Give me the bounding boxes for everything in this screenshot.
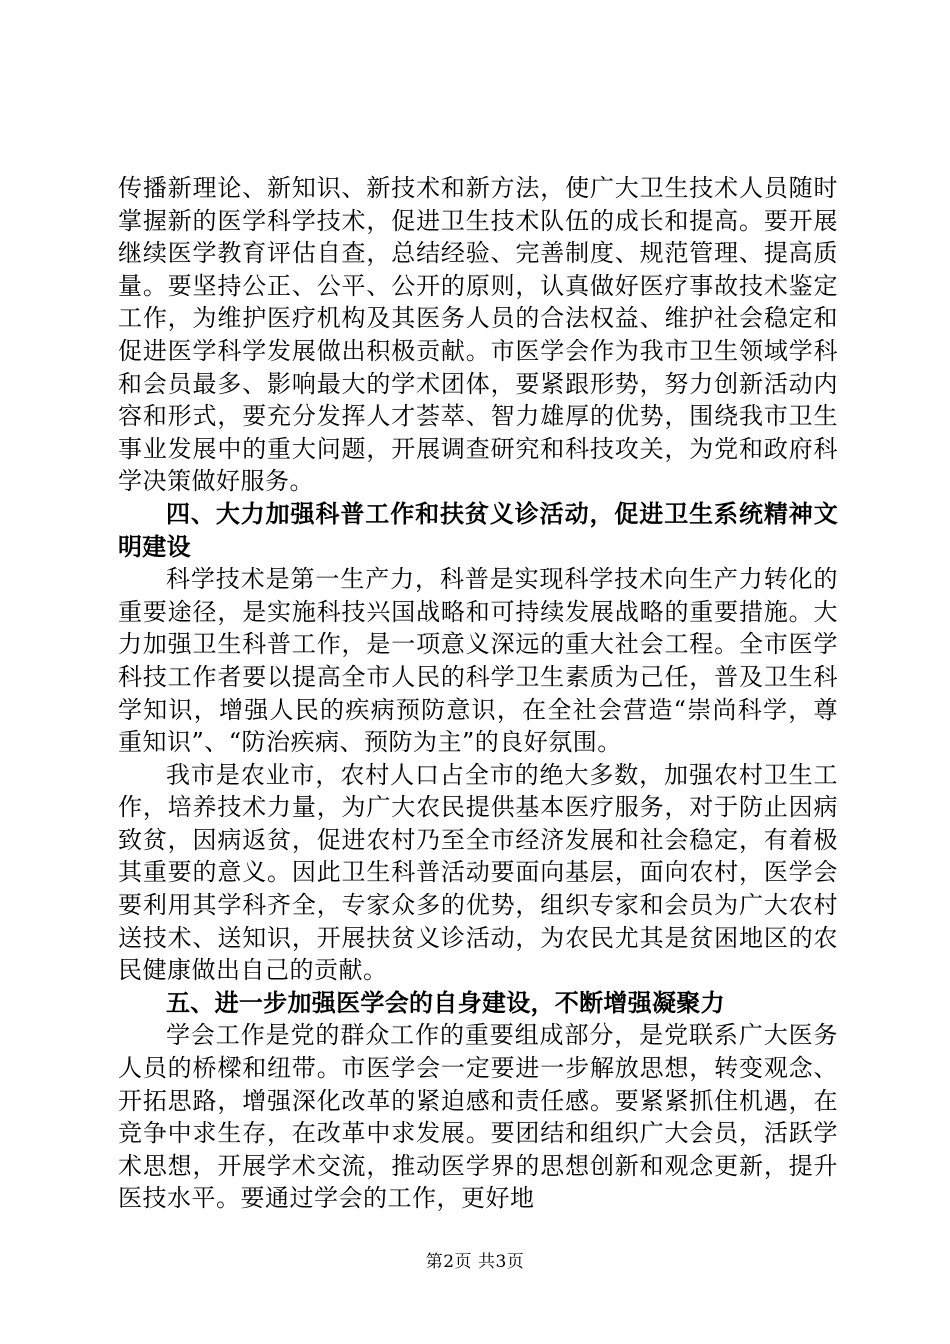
paragraph-continued: 传播新理论、新知识、新技术和新方法，使广大卫生技术人员随时掌握新的医学科学技术，促进卫生技术队伍的成长和提高。要开展继续医学教育评估自查，总结经验、完善制度、规范管理、提高质量。要坚持公正、公平、公开的原则，认真做好医疗事故技术鉴定工作，为维护医疗机构及其医务人员的合法权益、维护社会稳定和促进医学科学发展做出积极贡献。市医学会作为我市卫生领域学科和会员最多、影响最大的学术团体，要紧跟形势，努力创新活动内容和形式，要充分发挥人才荟萃、智力雄厚的优势，围绕我市卫生事业发展中的重大问题，开展调查研究和科技攻关，为党和政府科学决策做好服务。 <box>118 174 838 496</box>
document-body <box>118 172 838 1215</box>
paragraph-science-popularization: 科学技术是第一生产力，科普是实现科学技术向生产力转化的重要途径，是实施科技兴国战略和可持续发展战略的重要措施。大力加强卫生科普工作，是一项意义深远的重大社会工程。全市医学科技工作者要以提高全市人民的科学卫生素质为己任，普及卫生科学知识，增强人民的疾病预防意识，在全社会营造“崇尚科学，尊重知识”、“防治疾病、预防为主”的良好氛围。 <box>118 565 838 757</box>
page-number-footer: 第2页 共3页 <box>425 1252 525 1272</box>
paragraph-rural-health: 我市是农业市，农村人口占全市的绝大多数，加强农村卫生工作，培养技术力量，为广大农民提供基本医疗服务，对于防止因病致贫，因病返贫，促进农村乃至全市经济发展和社会稳定，有着极其重要的意义。因此卫生科普活动要面向基层，面向农村，医学会要利用其学科齐全，专家众多的优势，组织专家和会员为广大农村送技术、送知识，开展扶贫义诊活动，为农民尤其是贫困地区的农民健康做出自己的贡献。 <box>118 760 838 985</box>
paragraph-association-building: 学会工作是党的群众工作的重要组成部分，是党联系广大医务人员的桥樑和纽带。市医学会一定要进一步解放思想，转变观念、开拓思路，增强深化改革的紧迫感和责任感。要紧紧抓住机遇，在竞争中求生存，在改革中求发展。要团结和组织广大会员，活跃学术思想，开展学术交流，推动医学界的思想创新和观念更新，提升医技水平。要通过学会的工作，更好地 <box>118 1021 838 1213</box>
section-heading-4: 四、大力加强科普工作和扶贫义诊活动，促进卫生系统精神文明建设 <box>118 499 838 561</box>
section-heading-5: 五、进一步加强医学会的自身建设，不断增强凝聚力 <box>166 988 725 1017</box>
